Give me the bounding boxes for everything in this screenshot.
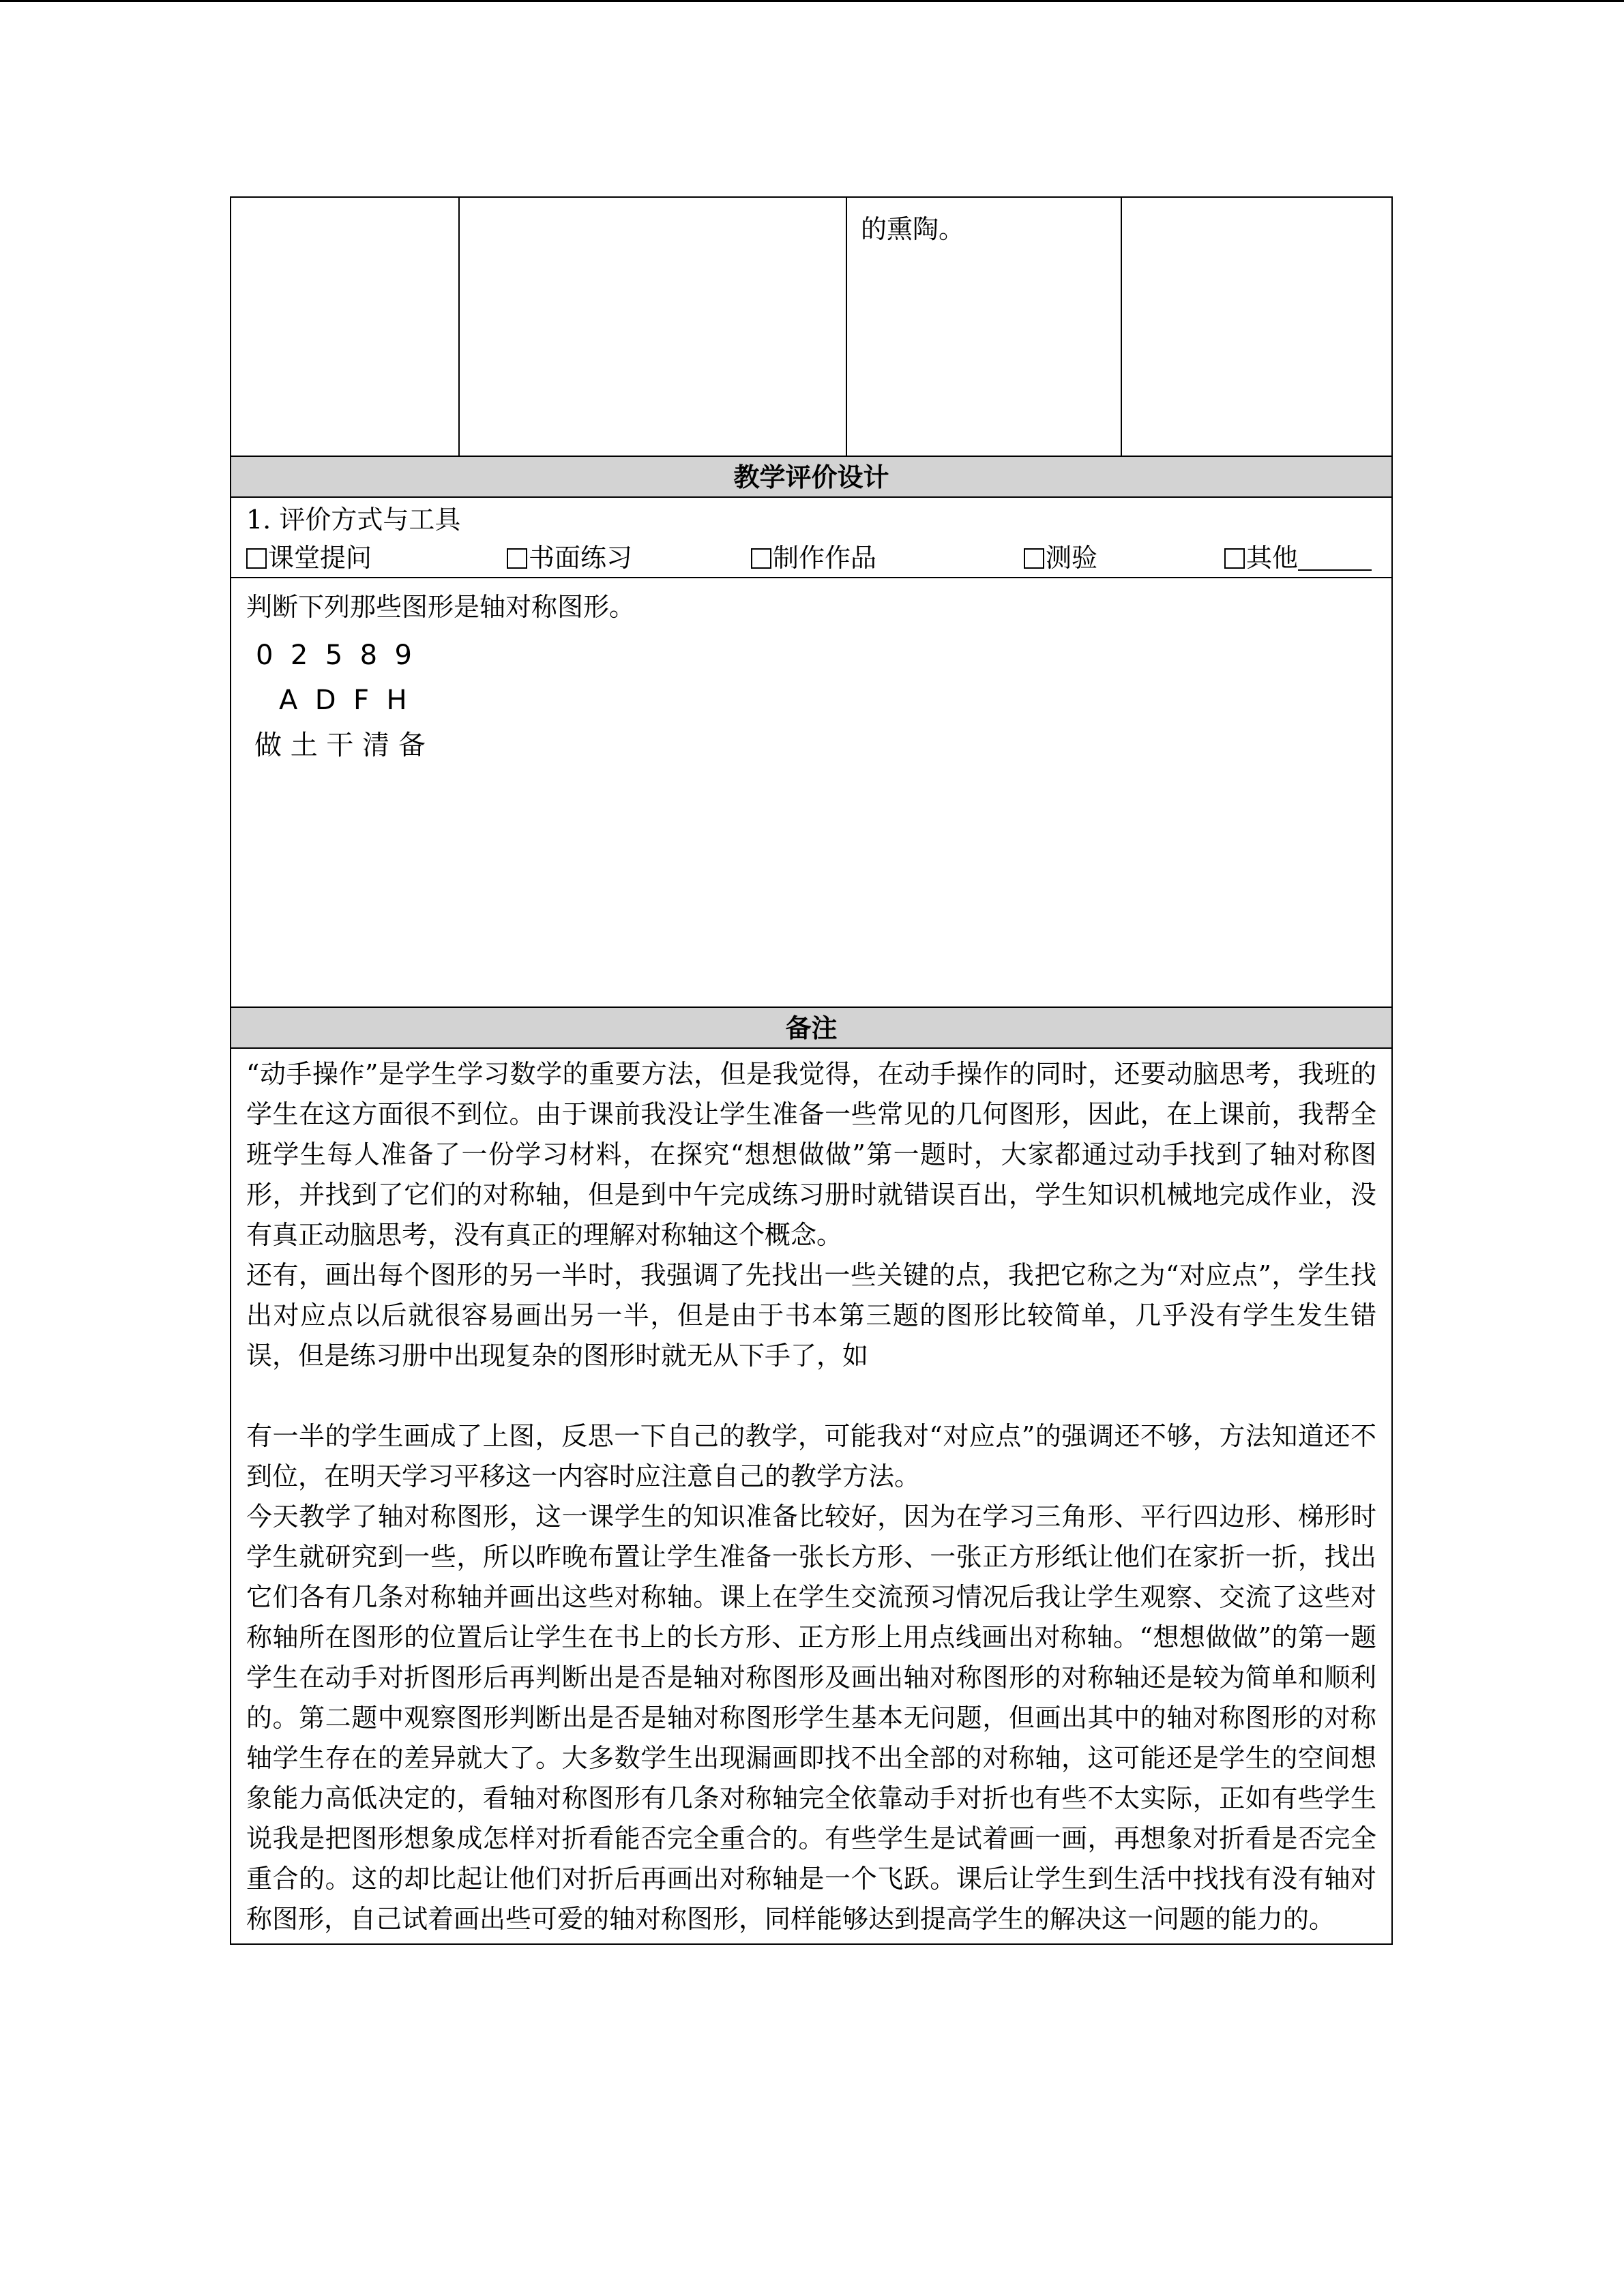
figure-placeholder-gap [246,1376,1376,1416]
evaluation-question-row [231,578,1391,1008]
question-text: 判断下列那些图形是轴对称图形。 [246,592,636,622]
character-figures: 做 土 干 清 备 [254,730,426,761]
option-other[interactable] [1224,539,1372,577]
option-label: 书面练习 [529,543,633,573]
checkbox-icon[interactable] [246,548,267,569]
option-label: 课堂提问 [268,543,372,573]
checkbox-icon[interactable] [507,548,527,569]
other-fill-blank[interactable] [1298,545,1372,571]
top-border-line [0,0,1624,2]
cell-empty-4 [1122,198,1391,456]
notes-section-heading: 备注 [231,1008,1391,1049]
notes-paragraph-3: 有一半的学生画成了上图，反思一下自己的教学，可能我对“对应点”的强调还不够，方法知道还不到位，在明天学习平移这一内容时应注意自己的教学方法。 [246,1421,1376,1491]
lesson-plan-table [230,196,1393,1945]
notes-body [231,1049,1391,1943]
option-label: 其他 [1246,543,1299,573]
checkbox-icon[interactable] [1224,548,1245,569]
notes-paragraph-1: “动手操作”是学生学习数学的重要方法，但是我觉得，在动手操作的同时，还要动脑思考，我班的学生在这方面很不到位。由于课前我没让学生准备一些常见的几何图形，因此，在上课前，我帮全班学生每人准备了一份学习材料，在探究“想想做做”第一题时，大家都通过动手找到了轴对称图形，并找到了它们的对称轴，但是到中午完成练习册时就错误百出，学生知识机械地完成作业，没有真正动脑思考，没有真正的理解对称轴这个概念。 [246,1059,1376,1250]
cell-empty-1 [231,198,460,456]
evaluation-tools-row [231,498,1391,578]
option-label: 制作作品 [773,543,877,573]
checkbox-icon[interactable] [1024,548,1044,569]
letter-figures: A D F H [279,685,407,716]
evaluation-section-heading: 教学评价设计 [231,457,1391,498]
option-class-questioning[interactable] [246,539,372,577]
table-row-continued [231,198,1391,457]
evaluation-tools-title: 1. 评价方式与工具 [246,505,461,535]
option-written-exercise[interactable] [507,539,632,577]
option-label: 测验 [1046,543,1098,573]
continued-text: 的熏陶。 [861,214,965,244]
evaluation-options [246,539,1376,577]
cell-continued-text [847,198,1122,456]
cell-empty-2 [460,198,847,456]
option-test[interactable] [1024,539,1097,577]
notes-paragraph-4: 今天教学了轴对称图形，这一课学生的知识准备比较好，因为在学习三角形、平行四边形、梯形时学生就研究到一些，所以昨晚布置让学生准备一张长方形、一张正方形纸让他们在家折一折，找出它们各有几条对称轴并画出这些对称轴。课上在学生交流预习情况后我让学生观察、交流了这些对称轴所在图形的位置后让学生在书上的长方形、正方形上用点线画出对称轴。“想想做做”的第一题学生在动手对折图形后再判断出是否是轴对称图形及画出轴对称图形的对称轴还是较为简单和顺利的。第二题中观察图形判断出是否是轴对称图形学生基本无问题，但画出其中的轴对称图形的对称轴学生存在的差异就大了。大多数学生出现漏画即找不出全部的对称轴，这可能还是学生的空间想象能力高低决定的，看轴对称图形有几条对称轴完全依靠动手对折也有些不太实际，正如有些学生说我是把图形想象成怎样对折看能否完全重合的。有些学生是试着画一画，再想象对折看是否完全重合的。这的却比起让他们对折后再画出对称轴是一个飞跃。课后让学生到生活中找找有没有轴对称图形，自己试着画出些可爱的轴对称图形，同样能够达到提高学生的解决这一问题的能力的。 [246,1502,1376,1934]
option-making-work[interactable] [751,539,876,577]
checkbox-icon[interactable] [751,548,771,569]
notes-paragraph-2: 还有，画出每个图形的另一半时，我强调了先找出一些关键的点，我把它称之为“对应点”，学生找出对应点以后就很容易画出另一半，但是由于书本第三题的图形比较简单，几乎没有学生发生错误，但是练习册中出现复杂的图形时就无从下手了，如 [246,1260,1376,1371]
digit-figures: 0 2 5 8 9 [256,640,412,671]
